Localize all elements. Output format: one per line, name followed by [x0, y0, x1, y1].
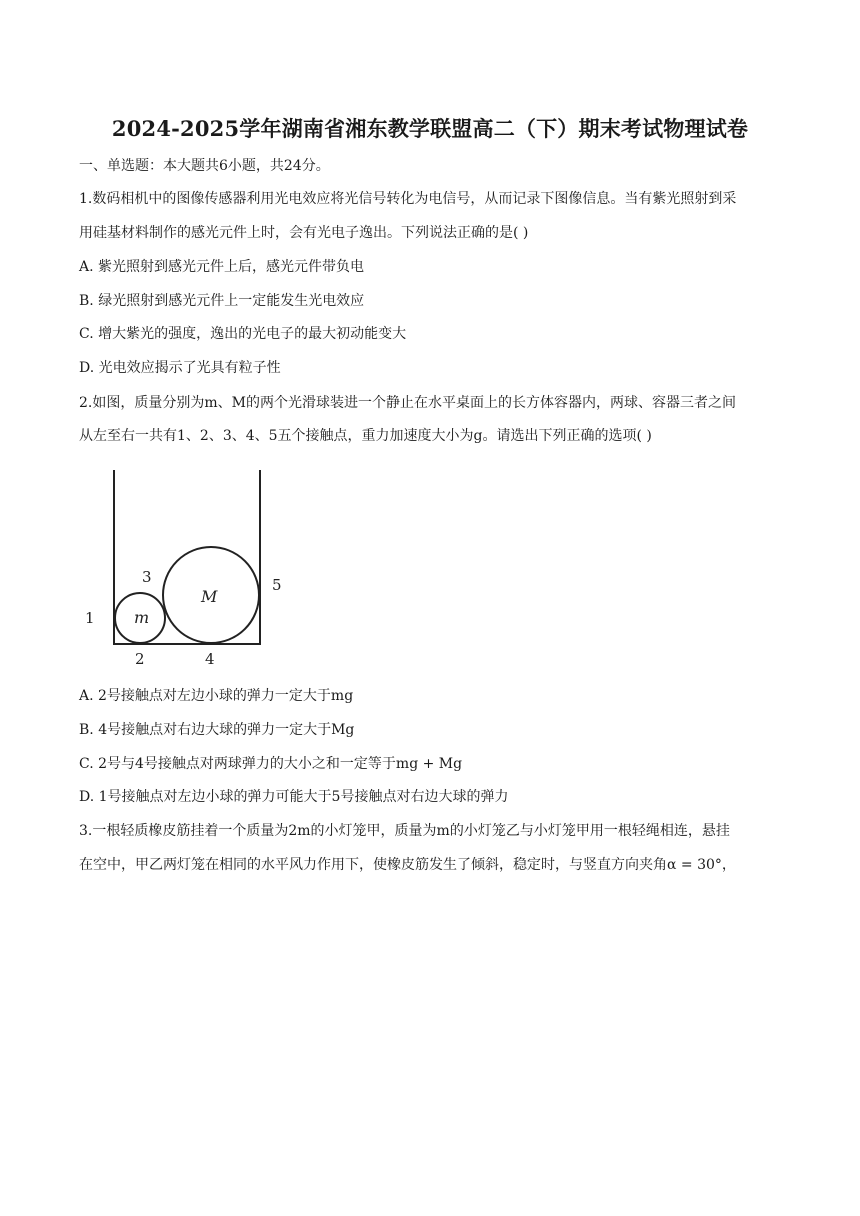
q1-stem-line-2: 用硅基材料制作的感光元件上时，会有光电子逸出。下列说法正确的是( )	[79, 225, 529, 241]
q2-stem-line-2: 从左至右一共有1、2、3、4、5五个接触点，重力加速度大小为g。请选出下列正确的选项( )	[79, 428, 652, 444]
q2-option-a: A. 2号接触点对左边小球的弹力一定大于mg	[79, 688, 354, 704]
q1-stem-line-1: 1.数码相机中的图像传感器利用光电效应将光信号转化为电信号，从而记录下图像信息。当有紫光照射到采	[79, 191, 737, 207]
q2-option-b: B. 4号接触点对右边大球的弹力一定大于Mg	[79, 722, 355, 738]
q1-option-b: B. 绿光照射到感光元件上一定能发生光电效应	[79, 293, 365, 309]
container-diagram	[80, 464, 290, 674]
big-ball-label: M	[201, 587, 218, 606]
q1-option-a: A. 紫光照射到感光元件上后，感光元件带负电	[79, 259, 365, 275]
exam-title: 2024-2025学年湖南省湘东教学联盟高二（下）期末考试物理试卷	[111, 116, 749, 141]
q1-option-d: D. 光电效应揭示了光具有粒子性	[79, 360, 281, 376]
q2-option-c: C. 2号与4号接触点对两球弹力的大小之和一定等于mg + Mg	[79, 756, 463, 772]
q1-option-c: C. 增大紫光的强度，逸出的光电子的最大初动能变大	[79, 326, 407, 342]
q2-option-d: D. 1号接触点对左边小球的弹力可能大于5号接触点对右边大球的弹力	[79, 789, 509, 805]
contact-label-3: 3	[142, 568, 152, 586]
q2-container-figure	[80, 464, 290, 674]
q3-stem-line-1: 3.一根轻质橡皮筋挂着一个质量为2m的小灯笼甲，质量为m的小灯笼乙与小灯笼甲用一根轻绳相连，悬挂	[79, 823, 730, 839]
contact-label-5: 5	[272, 576, 282, 594]
contact-label-2: 2	[135, 650, 145, 668]
contact-label-1: 1	[85, 609, 95, 627]
contact-label-4: 4	[205, 650, 215, 668]
section-heading: 一、单选题：本大题共6小题，共24分。	[79, 158, 330, 174]
small-ball-label: m	[134, 608, 150, 627]
q3-stem-line-2: 在空中，甲乙两灯笼在相同的水平风力作用下，使橡皮筋发生了倾斜，稳定时，与竖直方向夹角α = 30°，	[79, 857, 736, 873]
q2-stem-line-1: 2.如图，质量分别为m、M的两个光滑球装进一个静止在水平桌面上的长方体容器内，两球、容器三者之间	[79, 395, 736, 411]
